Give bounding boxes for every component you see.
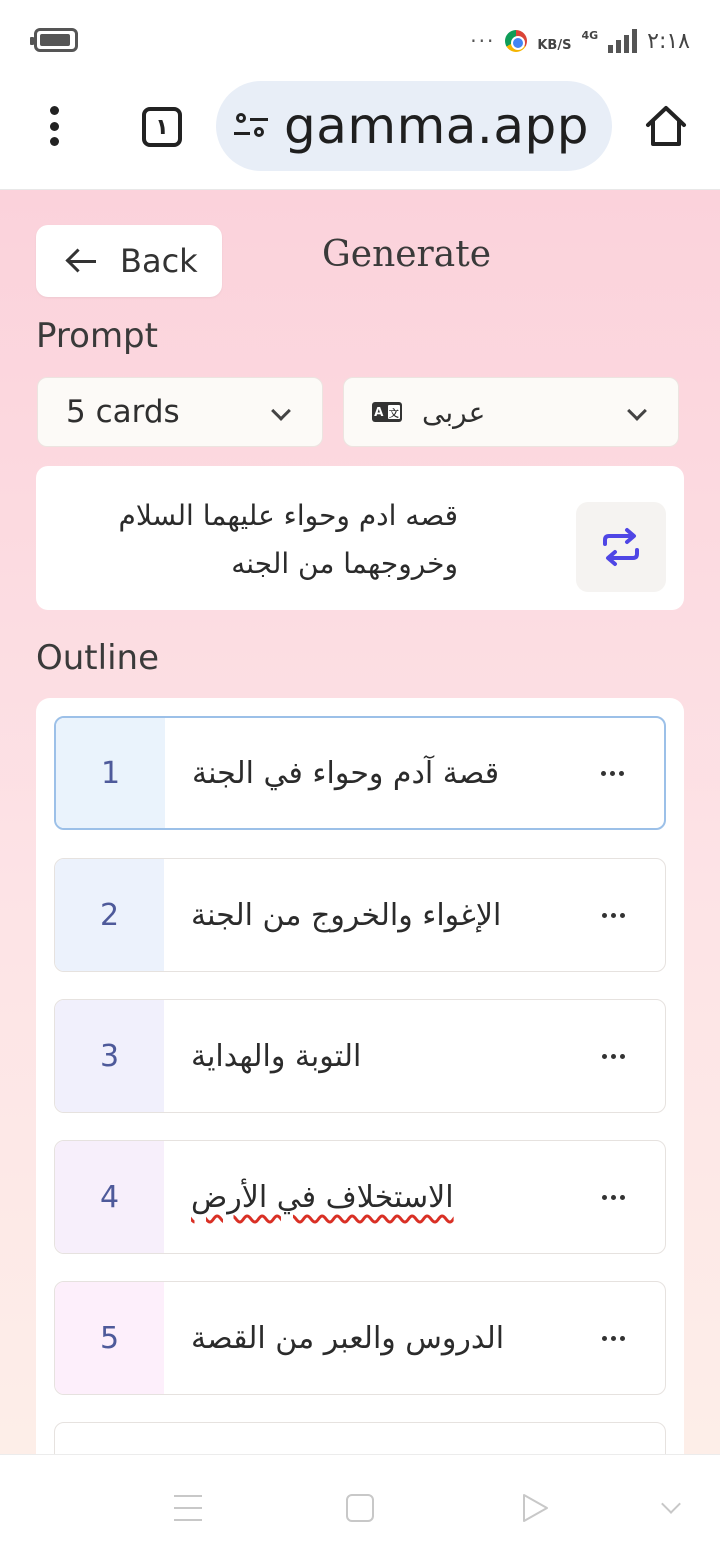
translate-icon: A 文 [372, 402, 402, 422]
outline-label: Outline [36, 638, 160, 678]
collapse-chevron-icon[interactable] [661, 1494, 681, 1514]
url-text: gamma.app [284, 97, 589, 155]
chevron-down-icon [627, 401, 647, 421]
more-options-icon[interactable] [602, 1141, 625, 1253]
outline-card-partial[interactable] [54, 1422, 666, 1454]
battery-icon [34, 28, 78, 52]
signal-icon [608, 29, 637, 53]
card-title[interactable]: الاستخلاف في الأرض [191, 1179, 454, 1215]
browser-menu-button[interactable] [44, 106, 64, 146]
back-triangle-icon[interactable] [520, 1492, 550, 1524]
more-options-icon[interactable] [602, 859, 625, 971]
status-bar [0, 0, 720, 80]
back-label: Back [120, 242, 198, 280]
prompt-text[interactable]: قصه ادم وحواء عليهما السلام وخروجهما من الجنه [118, 499, 458, 580]
outline-card-2[interactable] [54, 858, 666, 972]
browser-toolbar [0, 80, 720, 190]
outline-card-1[interactable] [54, 716, 666, 830]
card-number: 3 [55, 1000, 164, 1112]
home-square-icon[interactable] [346, 1494, 374, 1522]
chevron-down-icon [271, 401, 291, 421]
network-type: 4G [581, 28, 599, 42]
page-title: Generate [322, 234, 491, 275]
card-title[interactable]: قصة آدم وحواء في الجنة [192, 755, 500, 791]
shuffle-prompt-button[interactable] [576, 502, 666, 592]
arrow-left-icon [66, 249, 98, 273]
outline-card-5[interactable] [54, 1281, 666, 1395]
card-title[interactable]: التوبة والهداية [191, 1038, 362, 1074]
more-options-icon[interactable] [601, 718, 624, 828]
outline-panel [36, 698, 684, 1454]
home-icon[interactable] [644, 104, 688, 148]
page-content [0, 190, 720, 1454]
card-title[interactable]: الإغواء والخروج من الجنة [191, 897, 502, 933]
recent-apps-icon[interactable] [174, 1495, 202, 1521]
card-number: 5 [55, 1282, 164, 1394]
card-number: 2 [55, 859, 164, 971]
card-title[interactable]: الدروس والعبر من القصة [191, 1320, 505, 1356]
network-speed-unit: KB/S [537, 37, 572, 53]
prompt-box[interactable] [36, 466, 684, 610]
address-bar[interactable] [216, 81, 612, 171]
tab-count: ١ [155, 114, 169, 140]
chrome-notification-icon [505, 30, 527, 52]
more-options-icon[interactable] [602, 1000, 625, 1112]
language-value: عربى [422, 395, 486, 429]
site-settings-icon[interactable] [234, 111, 268, 141]
card-number: 1 [56, 718, 165, 828]
notification-overflow: ··· [470, 29, 496, 53]
system-navigation-bar [0, 1454, 720, 1560]
clock: ٢:١٨ [647, 28, 690, 54]
card-number: 4 [55, 1141, 164, 1253]
tab-switcher-button[interactable] [142, 107, 182, 147]
more-options-icon[interactable] [602, 1282, 625, 1394]
language-select[interactable] [343, 377, 679, 447]
card-count-value: 5 cards [66, 394, 180, 430]
prompt-label: Prompt [36, 316, 158, 356]
outline-card-3[interactable] [54, 999, 666, 1113]
shuffle-icon [599, 527, 643, 567]
outline-card-4[interactable] [54, 1140, 666, 1254]
card-count-select[interactable] [37, 377, 323, 447]
back-button[interactable] [36, 225, 222, 297]
